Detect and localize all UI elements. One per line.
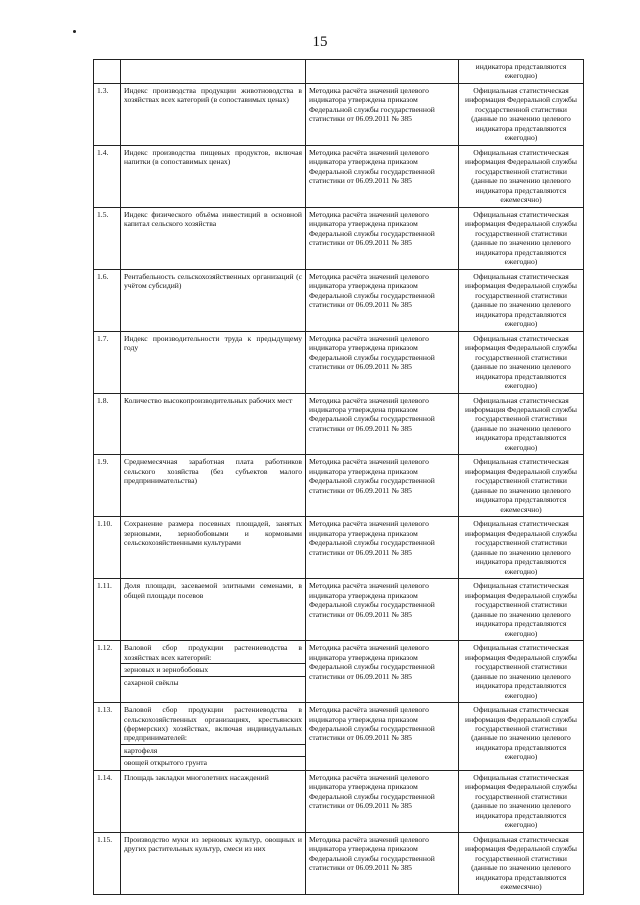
indicator-name: Рентабельность сельскохозяйственных организаций (с учётом субсидий) (121, 269, 306, 331)
indicator-name: Среднемесячная заработная плата работников сельского хозяйства (без субъектов малого предпринимательства) (121, 455, 306, 517)
method-text: Методика расчёта значений целевого индикатора утверждена приказом Федеральной службы государственной статистики от 06.09.2011 № 385 (306, 393, 459, 455)
source-text: Официальная статистическая информация Федеральной службы государственной статистики (данные по значению целевого индикатора представляются ежегодно) (459, 703, 584, 771)
indicator-name-main: Валовой сбор продукции растениеводства в сельскохозяйственных организациях, крестьянских (фермерских) хозяйствах, включая индивидуальных предпринимателей: (124, 705, 302, 743)
table-row (94, 455, 584, 517)
table-row (94, 83, 584, 145)
indicator-subitem: картофеля (121, 744, 305, 755)
method-text: Методика расчёта значений целевого индикатора утверждена приказом Федеральной службы государственной статистики от 06.09.2011 № 385 (306, 641, 459, 703)
continuation-source: индикатора представляются ежегодно) (459, 60, 584, 84)
source-text: Официальная статистическая информация Федеральной службы государственной статистики (данные по значению целевого индикатора представляются ежегодно) (459, 269, 584, 331)
method-text: Методика расчёта значений целевого индикатора утверждена приказом Федеральной службы государственной статистики от 06.09.2011 № 385 (306, 269, 459, 331)
indicator-name: Площадь закладки многолетних насаждений (121, 770, 306, 832)
method-text: Методика расчёта значений целевого индикатора утверждена приказом Федеральной службы государственной статистики от 06.09.2011 № 385 (306, 517, 459, 579)
indicator-name (121, 641, 306, 703)
row-number: 1.14. (94, 770, 121, 832)
method-text: Методика расчёта значений целевого индикатора утверждена приказом Федеральной службы государственной статистики от 06.09.2011 № 385 (306, 331, 459, 393)
indicator-name: Сохранение размера посевных площадей, занятых зерновыми, зернобобовыми и кормовыми сельскохозяйственными культурами (121, 517, 306, 579)
source-text: Официальная статистическая информация Федеральной службы государственной статистики (данные по значению целевого индикатора представляются ежемесячно) (459, 455, 584, 517)
indicator-name: Индекс производства пищевых продуктов, включая напитки (в сопоставимых ценах) (121, 145, 306, 207)
method-text: Методика расчёта значений целевого индикатора утверждена приказом Федеральной службы государственной статистики от 06.09.2011 № 385 (306, 83, 459, 145)
source-text: Официальная статистическая информация Федеральной службы государственной статистики (данные по значению целевого индикатора представляются ежегодно) (459, 517, 584, 579)
row-number: 1.4. (94, 145, 121, 207)
source-text: Официальная статистическая информация Федеральной службы государственной статистики (данные по значению целевого индикатора представляются ежегодно) (459, 393, 584, 455)
table-row-continuation (94, 60, 584, 84)
page-number: 15 (312, 34, 328, 50)
indicator-name: Доля площади, засеваемой элитными семенами, в общей площади посевов (121, 579, 306, 641)
row-number: 1.12. (94, 641, 121, 703)
indicator-name-main: Валовой сбор продукции растениеводства в хозяйствах всех категорий: (124, 643, 302, 662)
table-row (94, 331, 584, 393)
table-row (94, 832, 584, 894)
indicator-name: Количество высокопроизводительных рабочих мест (121, 393, 306, 455)
row-number: 1.6. (94, 269, 121, 331)
table-row (94, 703, 584, 771)
source-text: Официальная статистическая информация Федеральной службы государственной статистики (данные по значению целевого индикатора представляются ежегодно) (459, 641, 584, 703)
row-number: 1.7. (94, 331, 121, 393)
source-text: Официальная статистическая информация Федеральной службы государственной статистики (данные по значению целевого индикатора представляются ежемесячно) (459, 145, 584, 207)
row-number: 1.3. (94, 83, 121, 145)
row-number: 1.13. (94, 703, 121, 771)
table-row (94, 641, 584, 703)
indicator-subitem: сахарной свёклы (121, 676, 305, 687)
table-row (94, 393, 584, 455)
method-text: Методика расчёта значений целевого индикатора утверждена приказом Федеральной службы государственной статистики от 06.09.2011 № 385 (306, 145, 459, 207)
indicator-name: Индекс производства продукции животноводства в хозяйствах всех категорий (в сопоставимых ценах) (121, 83, 306, 145)
method-text: Методика расчёта значений целевого индикатора утверждена приказом Федеральной службы государственной статистики от 06.09.2011 № 385 (306, 832, 459, 894)
table-row (94, 579, 584, 641)
indicator-name: Производство муки из зерновых культур, овощных и других растительных культур, смеси из них (121, 832, 306, 894)
method-text: Методика расчёта значений целевого индикатора утверждена приказом Федеральной службы государственной статистики от 06.09.2011 № 385 (306, 207, 459, 269)
table-row (94, 207, 584, 269)
source-text: Официальная статистическая информация Федеральной службы государственной статистики (данные по значению целевого индикатора представляются ежемесячно) (459, 832, 584, 894)
source-text: Официальная статистическая информация Федеральной службы государственной статистики (данные по значению целевого индикатора представляются ежегодно) (459, 83, 584, 145)
indicator-name: Индекс производительности труда к предыдущему году (121, 331, 306, 393)
method-text: Методика расчёта значений целевого индикатора утверждена приказом Федеральной службы государственной статистики от 06.09.2011 № 385 (306, 455, 459, 517)
row-number: 1.15. (94, 832, 121, 894)
row-number: 1.11. (94, 579, 121, 641)
table-row (94, 269, 584, 331)
indicators-table (93, 59, 584, 895)
row-number: 1.9. (94, 455, 121, 517)
source-text: Официальная статистическая информация Федеральной службы государственной статистики (данные по значению целевого индикатора представляются ежегодно) (459, 331, 584, 393)
indicator-subitem: овощей открытого грунта (121, 756, 305, 767)
source-text: Официальная статистическая информация Федеральной службы государственной статистики (данные по значению целевого индикатора представляются ежегодно) (459, 207, 584, 269)
method-text: Методика расчёта значений целевого индикатора утверждена приказом Федеральной службы государственной статистики от 06.09.2011 № 385 (306, 770, 459, 832)
indicator-name (121, 703, 306, 771)
scan-speck (73, 30, 76, 33)
method-text: Методика расчёта значений целевого индикатора утверждена приказом Федеральной службы государственной статистики от 06.09.2011 № 385 (306, 703, 459, 771)
indicator-subitem: зерновых и зернобобовых (121, 663, 305, 674)
row-number: 1.5. (94, 207, 121, 269)
source-text: Официальная статистическая информация Федеральной службы государственной статистики (данные по значению целевого индикатора представляются ежегодно) (459, 579, 584, 641)
method-text: Методика расчёта значений целевого индикатора утверждена приказом Федеральной службы государственной статистики от 06.09.2011 № 385 (306, 579, 459, 641)
table-row (94, 770, 584, 832)
source-text: Официальная статистическая информация Федеральной службы государственной статистики (данные по значению целевого индикатора представляются ежегодно) (459, 770, 584, 832)
indicator-name: Индекс физического объёма инвестиций в основной капитал сельского хозяйства (121, 207, 306, 269)
row-number: 1.8. (94, 393, 121, 455)
table-row (94, 145, 584, 207)
row-number: 1.10. (94, 517, 121, 579)
table-row (94, 517, 584, 579)
